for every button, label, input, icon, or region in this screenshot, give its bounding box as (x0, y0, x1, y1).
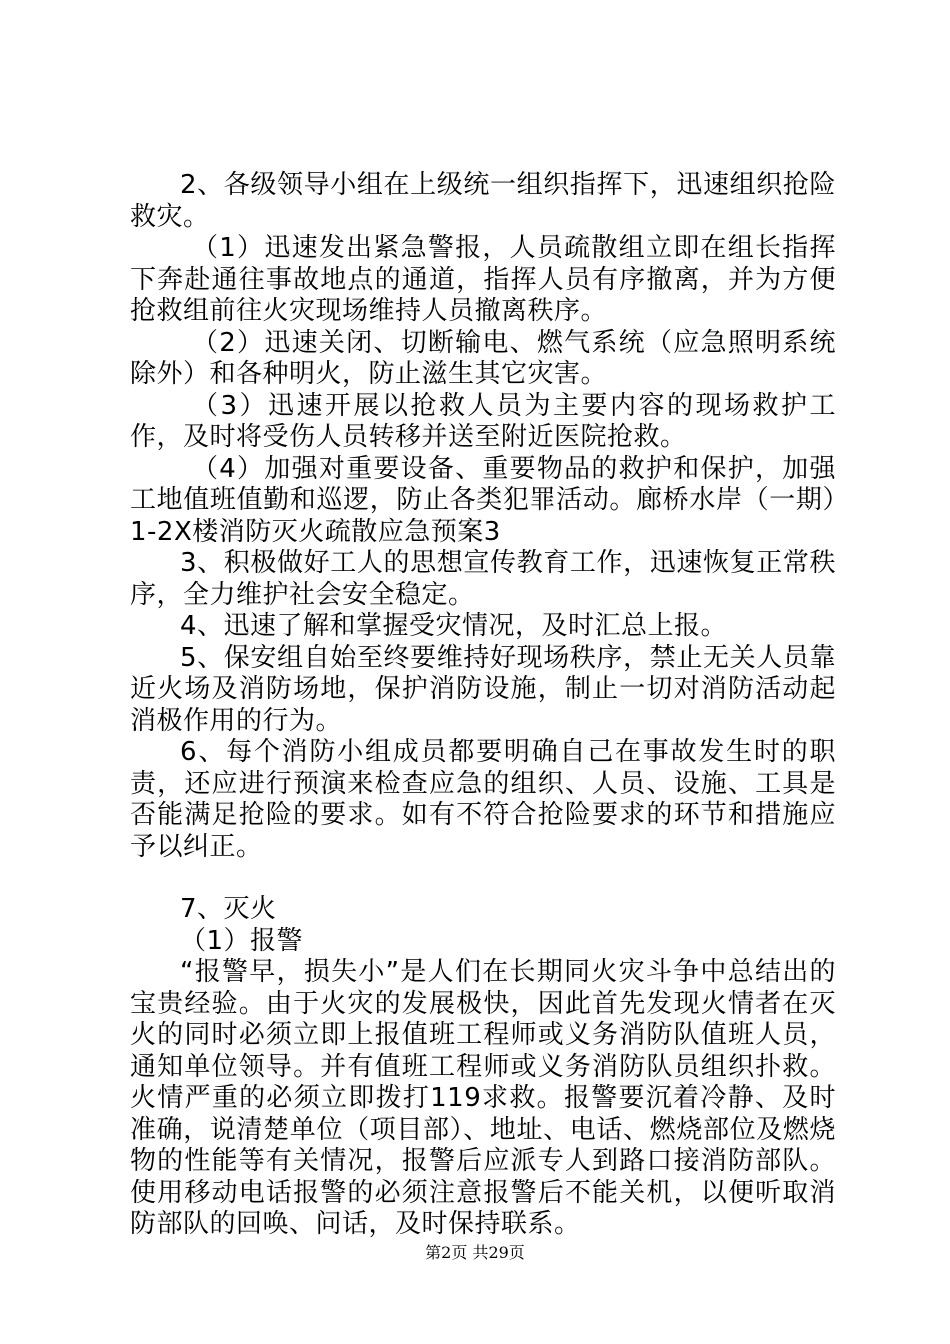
paragraph-5: 5、保安组自始至终要维持好现场秩序，禁止无关人员靠近火场及消防场地，保护消防设施，制止一切对消防活动起消极作用的行为。 (130, 642, 836, 736)
section-heading-7: 7、灭火 (180, 894, 277, 924)
paragraph-3: 3、积极做好工人的思想宣传教育工作，迅速恢复正常秩序，全力维护社会安全稳定。 (130, 548, 836, 610)
document-body (130, 170, 836, 1241)
paragraph-4: 4、迅速了解和掌握受灾情况，及时汇总上报。 (180, 611, 728, 641)
paragraph-alarm: “报警早，损失小”是人们在长期同火灾斗争中总结出的宝贵经验。由于火灾的发展极快，因此首先发现火情者在灭火的同时必须立即上报值班工程师或义务消防队值班人员，通知单位领导。并有值班工程师或义务消防队员组织扑救。火情严重的必须立即拨打119求救。报警要沉着冷静、及时准确，说清楚单位（项目部）、地址、电话、燃烧部位及燃烧物的性能等有关情况，报警后应派专人到路口接消防部队。使用移动电话报警的必须注意报警后不能关机，以便听取消防部队的回唤、问话，及时保持联系。 (130, 957, 836, 1239)
paragraph-2-3: （3）迅速开展以抢救人员为主要内容的现场救护工作，及时将受伤人员转移并送至附近医院抢救。 (130, 390, 836, 452)
subheading-alarm: （1）报警 (180, 925, 304, 956)
paragraph-2-4: （4）加强对重要设备、重要物品的救护和保护，加强工地值班值勤和巡逻，防止各类犯罪活动。廊桥水岸（一期）1-2X楼消防灭火疏散应急预案3 (130, 453, 836, 547)
paragraph-2-2: （2）迅速关闭、切断输电、燃气系统（应急照明系统除外）和各种明火，防止滋生其它灾害。 (130, 327, 836, 389)
paragraph-2: 2、各级领导小组在上级统一组织指挥下，迅速组织抢险救灾。 (130, 170, 836, 232)
paragraph-spacer (130, 863, 836, 894)
paragraph-2-1: （1）迅速发出紧急警报，人员疏散组立即在组长指挥下奔赴通往事故地点的通道，指挥人员有序撤离，并为方便抢救组前往火灾现场维持人员撤离秩序。 (130, 233, 836, 326)
page-number-footer: 第2页 共29页 (425, 1243, 525, 1262)
paragraph-6: 6、每个消防小组成员都要明确自己在事故发生时的职责，还应进行预演来检查应急的组织、人员、设施、工具是否能满足抢险的要求。如有不符合抢险要求的环节和措施应予以纠正。 (130, 737, 836, 862)
